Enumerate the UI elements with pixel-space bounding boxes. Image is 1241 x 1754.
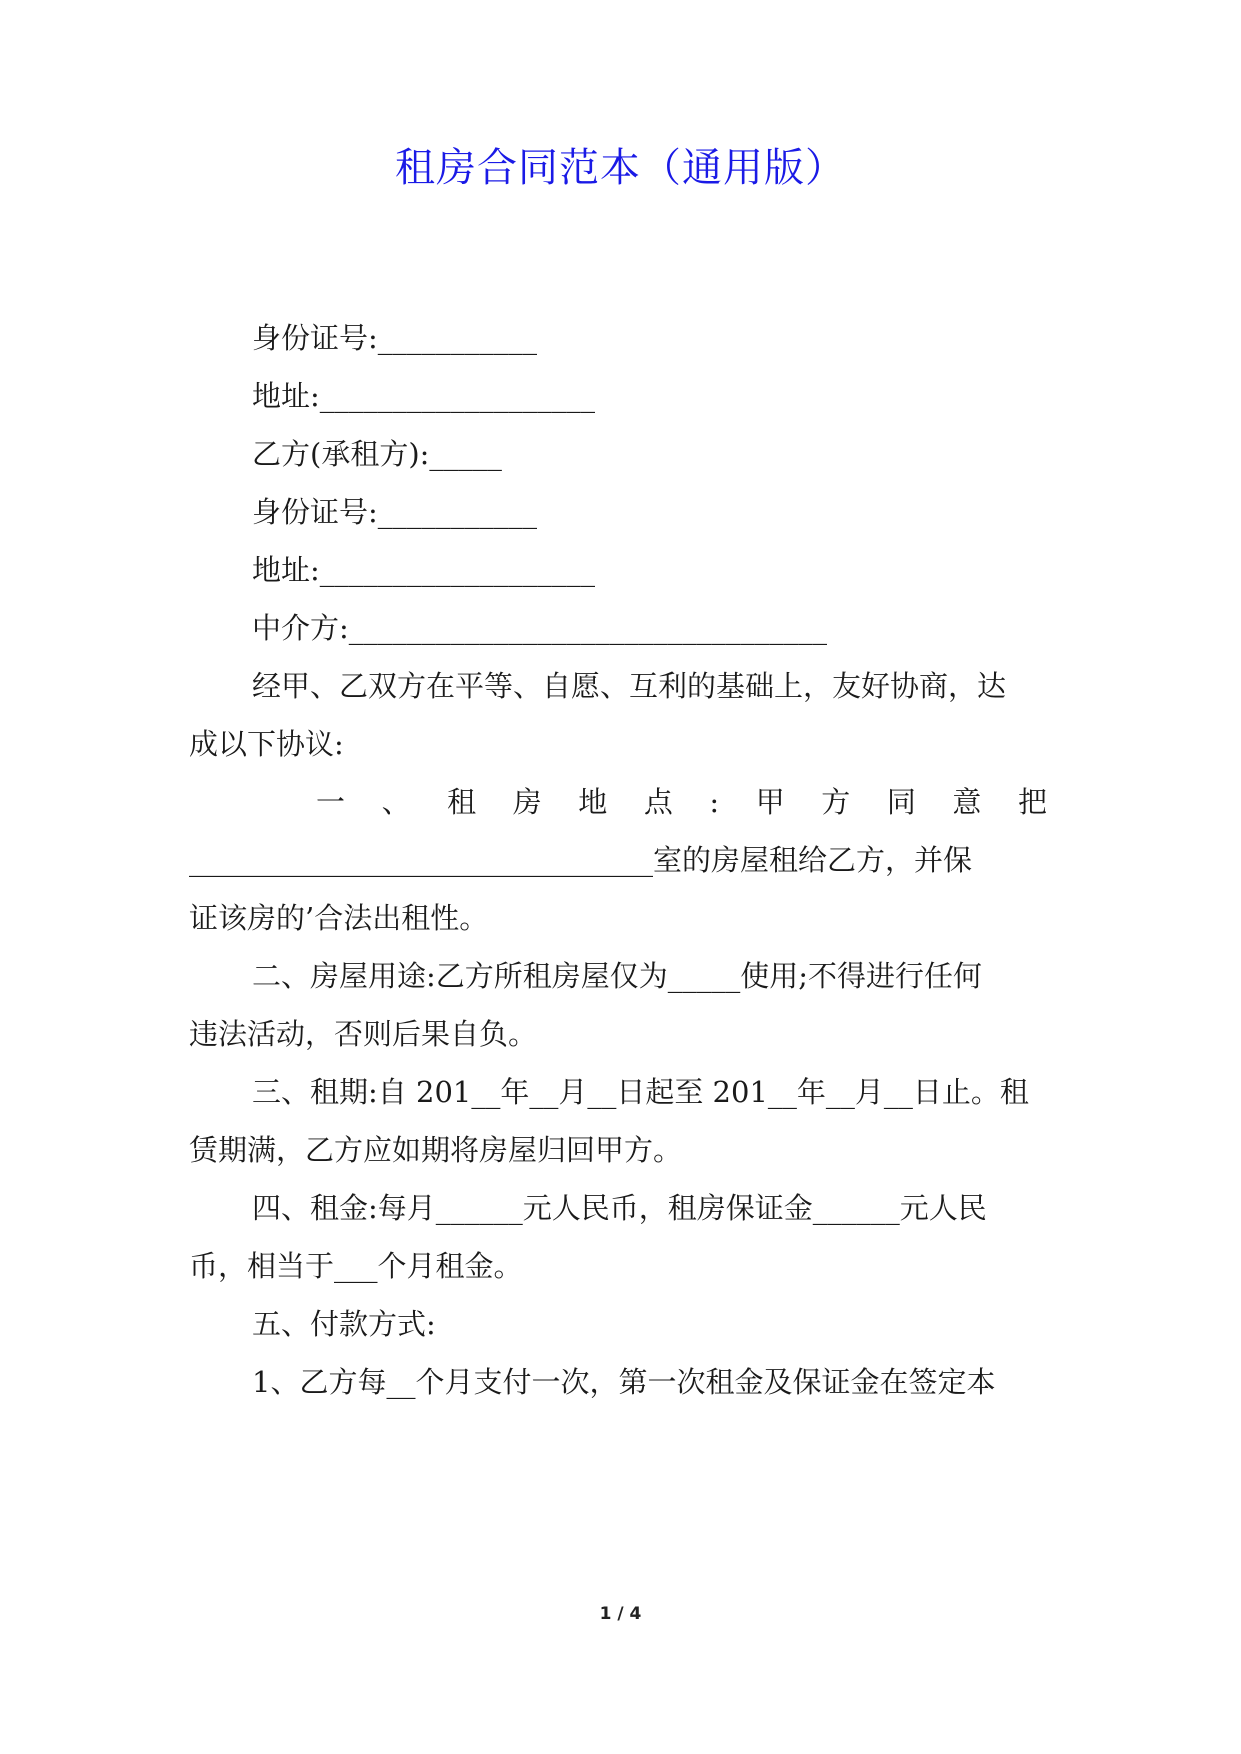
clause-1-char: 、 xyxy=(381,785,411,819)
lessee-address-line: 地址:___________________ xyxy=(252,553,596,587)
preamble-line-1: 经甲、乙双方在平等、自愿、互利的基础上，友好协商，达 xyxy=(252,669,1007,703)
clause-1-line-3: 证该房的’合法出租性。 xyxy=(189,901,489,935)
clause-1-char: 方 xyxy=(821,785,851,819)
clause-1-char: 点 xyxy=(643,785,673,819)
clause-1-char: 房 xyxy=(512,785,542,819)
lessee-id-number-line: 身份证号:___________ xyxy=(252,495,538,529)
clause-1-char: 意 xyxy=(952,785,982,819)
preamble-line-2: 成以下协议: xyxy=(189,727,344,761)
clause-5-item-1-line-1: 1、乙方每__个月支付一次，第一次租金及保证金在签定本 xyxy=(252,1365,996,1399)
clause-1-char: 租 xyxy=(447,785,477,819)
lessor-address-line: 地址:___________________ xyxy=(252,379,596,413)
clause-5-heading: 五、付款方式: xyxy=(252,1307,436,1341)
clause-1-char: 地 xyxy=(578,785,608,819)
clause-1-char: 一 xyxy=(316,785,346,819)
clause-1-line-2: ________________________________室的房屋租给乙方，并保 xyxy=(189,843,973,877)
clause-2-line-1: 二、房屋用途:乙方所租房屋仅为_____使用;不得进行任何 xyxy=(252,959,983,993)
document-title: 租房合同范本（通用版） xyxy=(395,145,846,191)
clause-3-line-2: 赁期满，乙方应如期将房屋归回甲方。 xyxy=(189,1133,683,1167)
lessee-name-line: 乙方(承租方):_____ xyxy=(252,437,502,471)
clause-1-char: 甲 xyxy=(755,785,785,819)
lessor-id-number-line: 身份证号:___________ xyxy=(252,321,538,355)
clause-1-char: 把 xyxy=(1017,785,1047,819)
clause-1-heading-line xyxy=(316,778,1047,826)
page-indicator: 1 / 4 xyxy=(599,1604,642,1624)
clause-4-line-2: 币，相当于___个月租金。 xyxy=(189,1249,523,1283)
clause-4-line-1: 四、租金:每月______元人民币，租房保证金______元人民 xyxy=(252,1191,987,1225)
clause-2-line-2: 违法活动，否则后果自负。 xyxy=(189,1017,538,1051)
clause-1-char: : xyxy=(709,785,720,819)
clause-1-char: 同 xyxy=(886,785,916,819)
clause-3-line-1: 三、租期:自 201__年__月__日起至 201__年__月__日止。租 xyxy=(252,1075,1029,1109)
agent-line: 中介方:_________________________________ xyxy=(252,611,828,645)
